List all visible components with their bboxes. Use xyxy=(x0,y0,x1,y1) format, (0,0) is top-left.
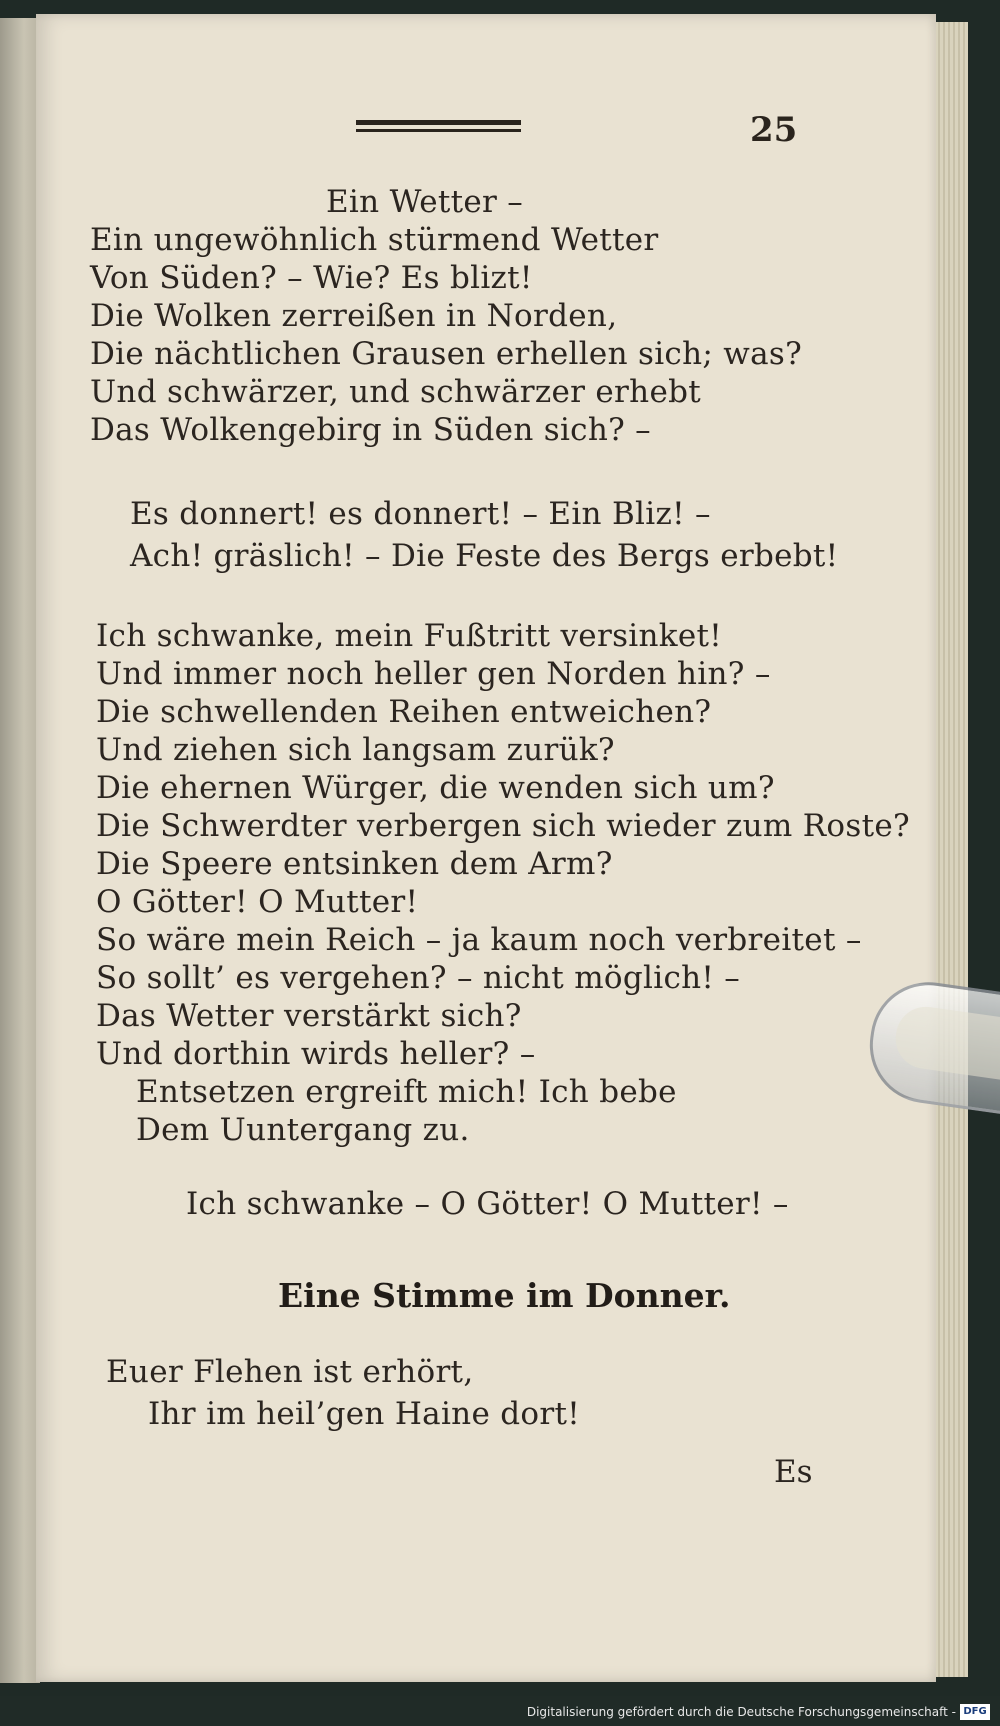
poem-line: Ich schwanke – O Götter! O Mutter! – xyxy=(186,1186,789,1222)
poem-line: Es donnert! es donnert! – Ein Bliz! – xyxy=(130,496,711,532)
poem-line: Die Wolken zerreißen in Norden, xyxy=(90,298,618,334)
poem-line: Ein Wetter – xyxy=(326,184,524,220)
poem-line: Die ehernen Würger, die wenden sich um? xyxy=(96,770,775,806)
poem-line: So wäre mein Reich – ja kaum noch verbreitet – xyxy=(96,922,862,958)
poem-line: Die Schwerdter verbergen sich wieder zum Roste? xyxy=(96,808,910,844)
poem-line: Und schwärzer, und schwärzer erhebt xyxy=(90,374,701,410)
dfg-logo-icon: DFG xyxy=(960,1704,990,1720)
poem-line: O Götter! O Mutter! xyxy=(96,884,419,920)
poem-line: Und ziehen sich langsam zurük? xyxy=(96,732,615,768)
poem-line: Das Wolkengebirg in Süden sich? – xyxy=(90,412,651,448)
poem-line: Entsetzen ergreift mich! Ich bebe xyxy=(136,1074,677,1110)
header-rule xyxy=(356,116,521,138)
poem-line: Und dorthin wirds heller? – xyxy=(96,1036,536,1072)
poem-line: Das Wetter verstärkt sich? xyxy=(96,998,522,1034)
section-heading: Eine Stimme im Donner. xyxy=(278,1276,731,1315)
book-page xyxy=(36,14,936,1682)
poem-line: Dem Uuntergang zu. xyxy=(136,1112,470,1148)
poem-line: So sollt’ es vergehen? – nicht möglich! – xyxy=(96,960,741,996)
poem-line: Ihr im heil’gen Haine dort! xyxy=(148,1396,580,1432)
poem-line: Von Süden? – Wie? Es blizt! xyxy=(90,260,533,296)
poem-line: Die schwellenden Reihen entweichen? xyxy=(96,694,712,730)
poem-line: Ein ungewöhnlich stürmend Wetter xyxy=(90,222,659,258)
funding-credit: Digitalisierung gefördert durch die Deutsche Forschungsgemeinschaft - xyxy=(526,1705,956,1719)
poem-line: Euer Flehen ist erhört, xyxy=(106,1354,474,1390)
poem-line: Die nächtlichen Grausen erhellen sich; was? xyxy=(90,336,802,372)
catchword: Es xyxy=(774,1454,813,1490)
poem-line: Ich schwanke, mein Fußtritt versinket! xyxy=(96,618,723,654)
facing-page-edge xyxy=(0,18,40,1683)
page-number: 25 xyxy=(750,110,798,150)
poem-line: Ach! gräslich! – Die Feste des Bergs erbebt! xyxy=(130,538,839,574)
poem-line: Und immer noch heller gen Norden hin? – xyxy=(96,656,771,692)
poem-line: Die Speere entsinken dem Arm? xyxy=(96,846,613,882)
